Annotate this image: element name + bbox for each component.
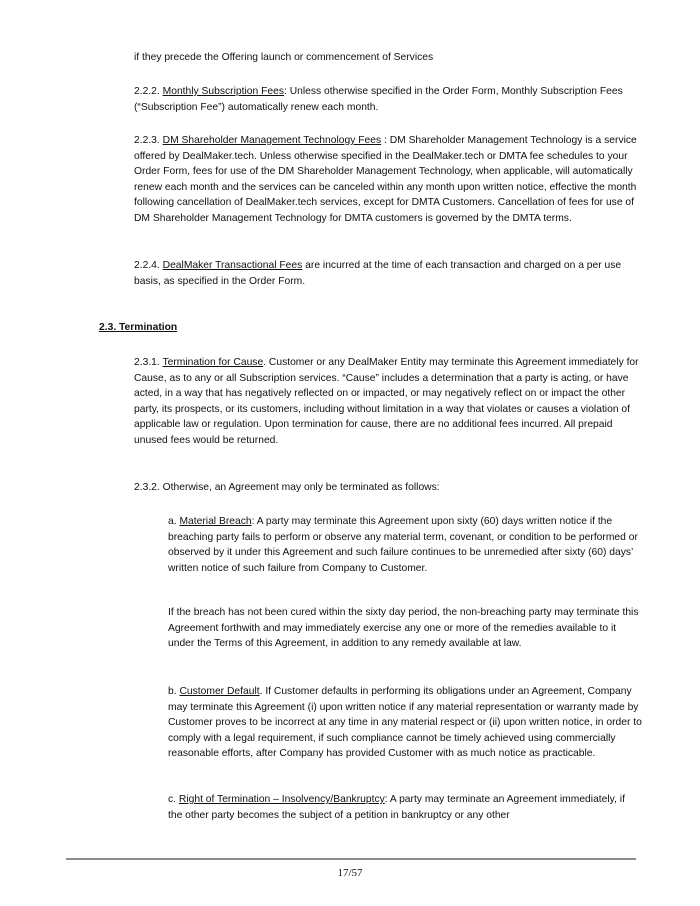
paragraph-customer-default: b. Customer Default. If Customer defaults in performing its obligations under an Agreement, Company may terminate this Agreement (i) upon written notice if any material representation or warranty made by Customer proves to be incorrect at any time in any material respect or (ii) upon written notice, in order to comply with a legal requirement, if such compliance cannot be timely achieved using commercially reasonable efforts, after Company has provided Customer with as much notice as practicable.	[168, 686, 642, 760]
paragraph-2-3-2: 2.3.2. Otherwise, an Agreement may only be terminated as follows:	[134, 482, 440, 493]
paragraph-2-2-2: 2.2.2. Monthly Subscription Fees: Unless otherwise specified in the Order Form, Monthly Subscription Fees (“Subscription Fee”) automatically renew each month.	[134, 86, 623, 113]
section-title: Right of Termination – Insolvency/Bankruptcy	[178, 794, 385, 805]
section-title: DealMaker Transactional Fees	[162, 260, 303, 271]
section-title: Monthly Subscription Fees	[162, 86, 284, 97]
paragraph-2-2-4: 2.2.4. DealMaker Transactional Fees are incurred at the time of each transaction and charged on a per use basis, as specified in the Order Form.	[134, 260, 622, 287]
section-title: DM Shareholder Management Technology Fees	[162, 135, 382, 146]
paragraph-2-3-1: 2.3.1. Termination for Cause. Customer or any DealMaker Entity may terminate this Agreement immediately for Cause, as to any or all Subscription services. “Cause” includes a determination that a party is acting, or have acted, in a way that has negatively reflected on or impacted, or may negatively reflect on or impact the other party, its prospects, or its customers, including without limitation in a way that violates or causes a violation of applicable law or regulation. Upon termination for cause, there are no additional fees incurred. All prepaid unused fees would be returned.	[134, 357, 639, 446]
section-title: Material Breach	[179, 516, 252, 527]
paragraph-material-breach: a. Material Breach: A party may terminate this Agreement upon sixty (60) days written notice if the breaching party fails to perform or observe any material term, covenant, or condition to be performed or observed by it under this Agreement and such failure continues to be unremedied after sixty (60) days’ written notice of such failure from Company to Customer.	[168, 516, 638, 574]
section-heading-termination: 2.3. Termination	[99, 322, 178, 333]
paragraph-continuation: if they precede the Offering launch or commencement of Services	[134, 52, 434, 63]
paragraph-2-2-3: 2.2.3. DM Shareholder Management Technology Fees : DM Shareholder Management Technology is a service offered by DealMaker.tech. Unless otherwise specified in the DealMaker.tech or DMTA fee schedules to your Order Form, fees for use of the DM Shareholder Management Technology, when applicable, will automatically renew each month and the services can be canceled within any month upon written notice, effective the month following cancellation of DealMaker.tech services, except for DMTA Customers. Cancellation of fees for use of DM Shareholder Management Technology for DMTA customers is governed by the DMTA terms.	[134, 135, 637, 224]
page-number: 17/57	[337, 867, 363, 879]
section-title: Customer Default	[179, 686, 260, 697]
footer-divider	[66, 858, 636, 860]
paragraph-insolvency: c. Right of Termination – Insolvency/Bankruptcy: A party may terminate an Agreement immediately, if the other party becomes the subject of a petition in bankruptcy or any other	[168, 794, 625, 821]
section-title: Termination for Cause	[162, 357, 264, 368]
paragraph-breach-not-cured: If the breach has not been cured within the sixty day period, the non-breaching party may terminate this Agreement forthwith and may immediately exercise any one or more of the remedies available to it under the Terms of this Agreement, in addition to any remedy available at law.	[168, 607, 639, 650]
